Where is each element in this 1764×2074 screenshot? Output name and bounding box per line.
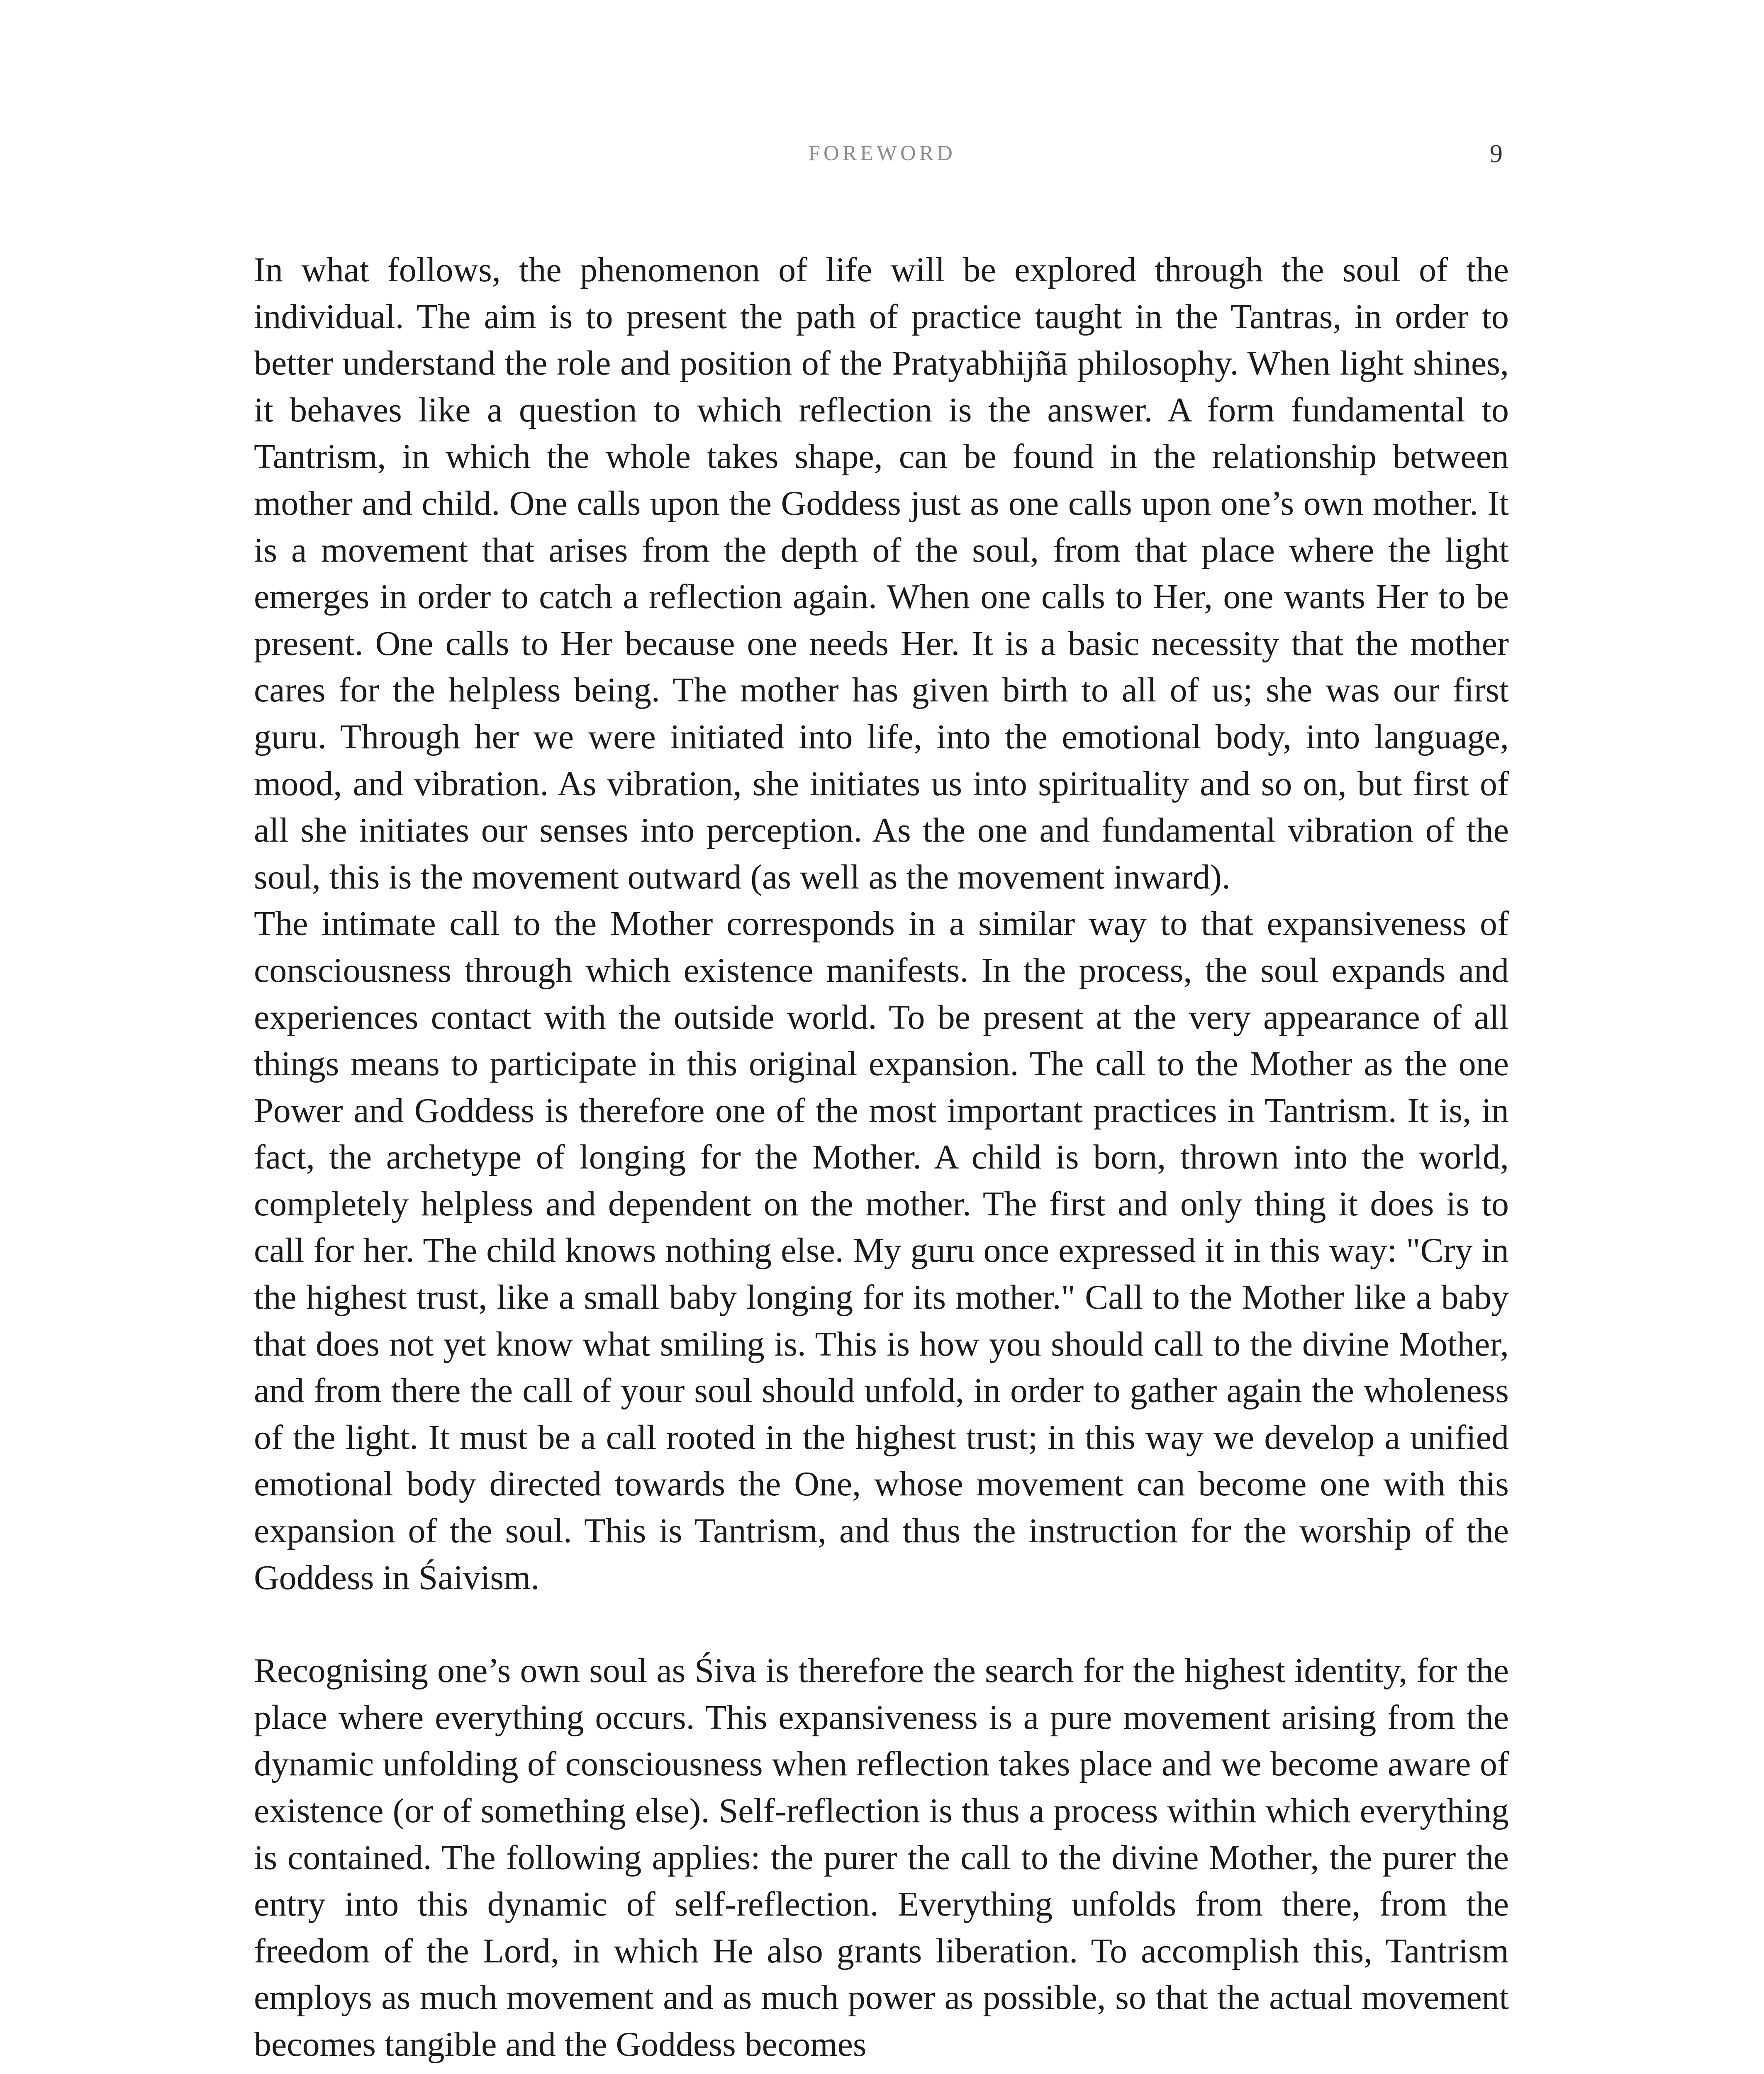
body-text xyxy=(254,247,1509,2068)
section-title: FOREWORD xyxy=(808,141,956,165)
paragraph-2: The intimate call to the Mother corresponds in a similar way to that expansiveness of consciousness through which existence manifests. In the process, the soul expands and experiences contact with the outside world. To be present at the very appearance of all things means to participate in this original expansion. The call to the Mother as the one Power and Goddess is therefore one of the most important practices in Tantrism. It is, in fact, the archetype of longing for the Mother. A child is born, thrown into the world, completely helpless and dependent on the mother. The first and only thing it does is to call for her. The child knows nothing else. My guru once expressed it in this way: "Cry in the highest trust, like a small baby longing for its mother." Call to the Mother like a baby that does not yet know what smiling is. This is how you should call to the divine Mother, and from there the call of your soul should unfold, in order to gather again the wholeness of the light. It must be a call rooted in the highest trust; in this way we develop a unified emotional body directed towards the One, whose movement can become one with this expansion of the soul. This is Tantrism, and thus the instruction for the worship of the Goddess in Śaivism. xyxy=(254,904,1509,1597)
paragraph-1: In what follows, the phenomenon of life will be explored through the soul of the individual. The aim is to present the path of practice taught in the Tantras, in order to better understand the role and position of the Pratyabhijñā philosophy. When light shines, it behaves like a question to which reflection is the answer. A form fundamental to Tantrism, in which the whole takes shape, can be found in the relationship between mother and child. One calls upon the Goddess just as one calls upon one’s own mother. It is a movement that arises from the depth of the soul, from that place where the light emerges in order to catch a reflection again. When one calls to Her, one wants Her to be present. One calls to Her because one needs Her. It is a basic necessity that the mother cares for the helpless being. The mother has given birth to all of us; she was our first guru. Through her we were initiated into life, into the emotional body, into language, mood, and vibration. As vibration, she initiates us into spirituality and so on, but first of all she initiates our senses into perception. As the one and fundamental vibration of the soul, this is the movement outward (as well as the movement inward). xyxy=(254,251,1509,896)
page-number: 9 xyxy=(1490,140,1503,168)
running-header xyxy=(0,141,1764,174)
paragraph-3: Recognising one’s own soul as Śiva is therefore the search for the highest identity, for the place where everything occurs. This expansiveness is a pure movement arising from the dynamic unfolding of consciousness when reflection takes place and we become aware of existence (or of something else). Self-reflection is thus a process within which everything is contained. The following applies: the purer the call to the divine Mother, the purer the entry into this dynamic of self-reflection. Everything unfolds from there, from the freedom of the Lord, in which He also grants liberation. To accomplish this, Tantrism employs as much movement and as much power as possible, so that the actual movement becomes tangible and the Goddess becomes xyxy=(254,1651,1509,2064)
